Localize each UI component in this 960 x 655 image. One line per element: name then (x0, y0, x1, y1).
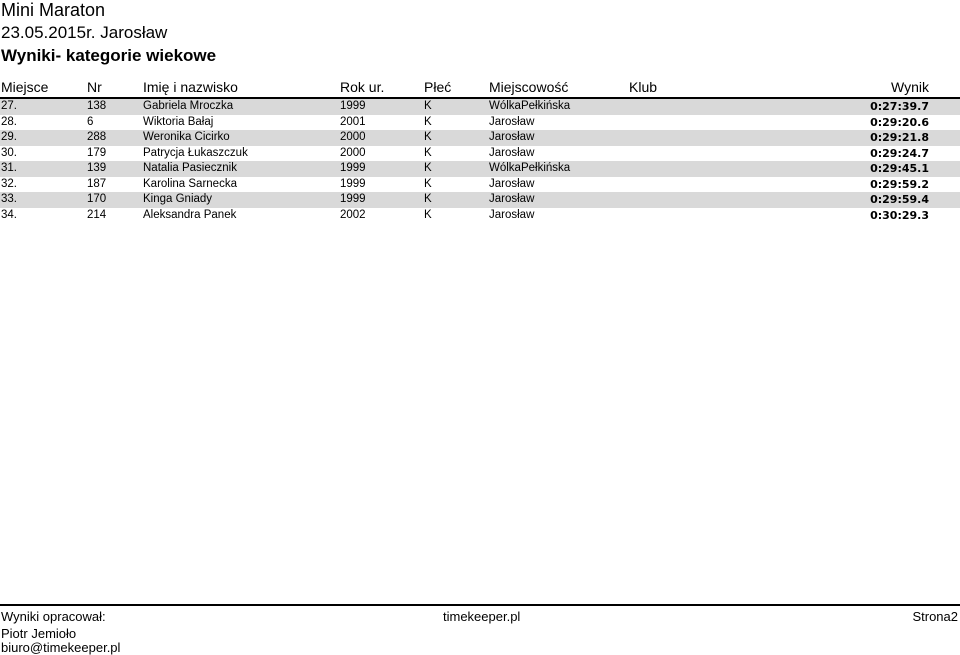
event-date-location: 23.05.2015r. Jarosław (1, 23, 168, 42)
cell-sex: K (424, 162, 432, 174)
cell-year: 2000 (340, 146, 366, 159)
cell-city: Jarosław (489, 177, 535, 190)
table-row (0, 146, 960, 162)
cell-place: 27. (1, 100, 17, 112)
table-row (0, 161, 960, 177)
cell-year: 1999 (340, 193, 366, 205)
column-header-place: Miejsce (1, 79, 49, 95)
footer-author: Piotr Jemioło (1, 626, 77, 641)
cell-result: 0:29:59.2 (870, 177, 929, 191)
cell-year: 1999 (340, 162, 366, 174)
column-header-sex: Płeć (424, 79, 452, 95)
cell-name: Patrycja Łukaszczuk (143, 146, 248, 159)
cell-sex: K (424, 131, 432, 143)
footer-page-number: Strona2 (912, 609, 958, 624)
results-category-heading: Wyniki- kategorie wiekowe (1, 46, 217, 65)
cell-place: 33. (1, 193, 17, 205)
cell-nr: 187 (87, 177, 107, 190)
cell-nr: 179 (87, 146, 107, 159)
cell-sex: K (424, 146, 432, 159)
column-header-year: Rok ur. (340, 79, 385, 95)
cell-nr: 6 (87, 115, 94, 128)
column-header-result: Wynik (891, 79, 929, 95)
column-header-row (0, 79, 960, 98)
cell-result: 0:29:21.8 (870, 131, 929, 144)
cell-city: Jarosław (489, 131, 535, 143)
table-row (0, 130, 960, 146)
table-row (0, 208, 960, 224)
table-row (0, 192, 960, 208)
cell-sex: K (424, 177, 432, 190)
cell-nr: 139 (87, 162, 107, 174)
results-table (0, 99, 960, 223)
cell-result: 0:30:29.3 (870, 208, 929, 222)
cell-year: 1999 (340, 177, 366, 190)
cell-name: Aleksandra Panek (143, 208, 237, 221)
cell-place: 28. (1, 115, 17, 128)
cell-name: Gabriela Mroczka (143, 100, 234, 112)
table-row (0, 115, 960, 131)
cell-year: 2002 (340, 208, 366, 221)
column-header-club: Klub (629, 79, 658, 95)
cell-place: 32. (1, 177, 17, 190)
cell-result: 0:27:39.7 (870, 100, 929, 113)
cell-name: Weronika Cicirko (143, 131, 230, 143)
cell-name: Karolina Sarnecka (143, 177, 237, 190)
cell-result: 0:29:59.4 (870, 193, 929, 206)
cell-result: 0:29:20.6 (870, 115, 929, 129)
cell-name: Wiktoria Bałaj (143, 115, 214, 128)
page-title: Mini Maraton (1, 0, 106, 20)
cell-place: 29. (1, 131, 17, 143)
footer-email: biuro@timekeeper.pl (1, 640, 121, 655)
footer-website: timekeeper.pl (443, 609, 521, 624)
table-row (0, 177, 960, 193)
cell-place: 30. (1, 146, 17, 159)
cell-city: WólkaPełkińska (489, 162, 571, 174)
column-header-name: Imię i nazwisko (143, 79, 238, 95)
footer-prepared-label: Wyniki opracował: (1, 609, 106, 624)
cell-sex: K (424, 193, 432, 205)
cell-city: Jarosław (489, 115, 535, 128)
cell-nr: 138 (87, 100, 107, 112)
cell-city: WólkaPełkińska (489, 100, 571, 112)
column-header-nr: Nr (87, 79, 102, 95)
cell-sex: K (424, 100, 432, 112)
table-row (0, 99, 960, 115)
cell-year: 2000 (340, 131, 366, 143)
cell-nr: 288 (87, 131, 107, 143)
cell-city: Jarosław (489, 193, 535, 205)
cell-result: 0:29:45.1 (870, 162, 929, 175)
cell-year: 1999 (340, 100, 366, 112)
cell-name: Kinga Gniady (143, 193, 213, 205)
cell-place: 31. (1, 162, 17, 174)
cell-result: 0:29:24.7 (870, 146, 929, 160)
cell-nr: 170 (87, 193, 107, 205)
column-header-city: Miejscowość (489, 79, 569, 95)
cell-sex: K (424, 115, 432, 128)
cell-nr: 214 (87, 208, 107, 221)
cell-name: Natalia Pasiecznik (143, 162, 237, 174)
cell-city: Jarosław (489, 208, 535, 221)
cell-sex: K (424, 208, 432, 221)
cell-year: 2001 (340, 115, 366, 128)
cell-city: Jarosław (489, 146, 535, 159)
footer-divider (0, 604, 960, 606)
cell-place: 34. (1, 208, 17, 221)
